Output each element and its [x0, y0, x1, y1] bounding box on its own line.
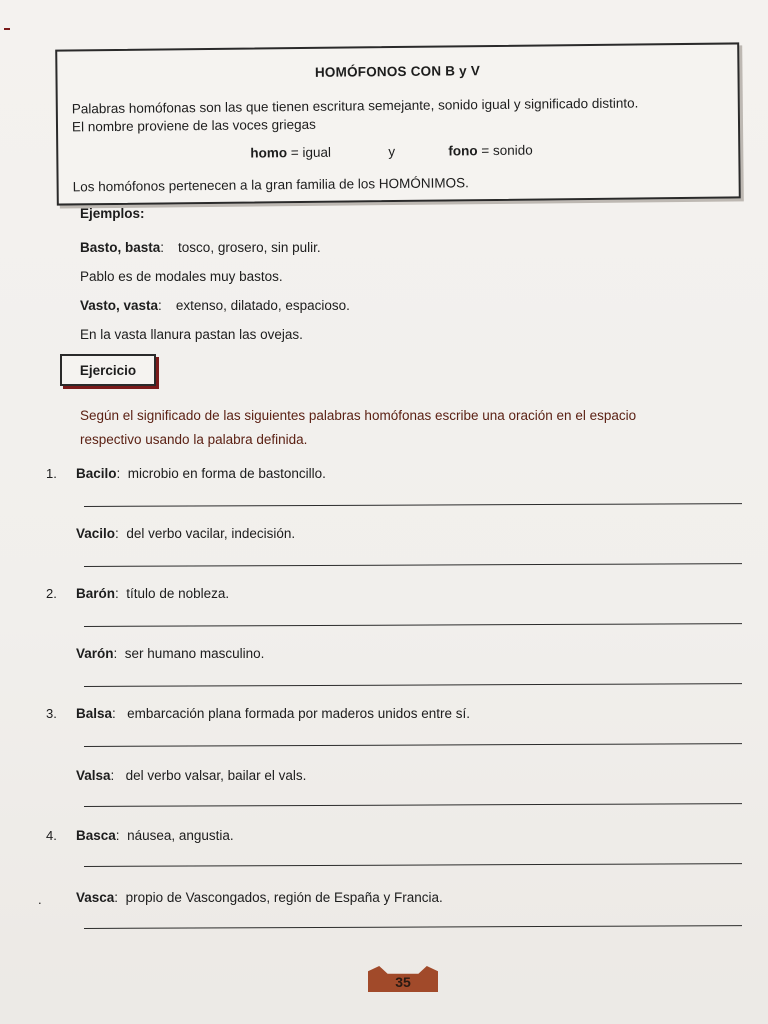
answer-line[interactable]	[84, 563, 742, 567]
item-definition	[76, 768, 306, 783]
item-number: 3.	[46, 706, 57, 721]
origin-text: El nombre proviene de las voces griegas	[71, 116, 316, 135]
exercise-instruction-line-1: Según el significado de las siguientes palabras homófonas escribe una oración en el espacio	[80, 408, 637, 423]
item-meaning: propio de Vascongados, región de España y Francia.	[125, 890, 443, 905]
item-separator: :	[110, 768, 115, 783]
item-term: Vacilo	[76, 526, 116, 541]
item-number: 4.	[46, 828, 57, 843]
item-meaning: ser humano masculino.	[124, 646, 265, 661]
item-definition	[76, 828, 234, 843]
example-definition	[80, 240, 321, 255]
item-definition	[76, 586, 229, 601]
item-separator: :	[115, 586, 119, 601]
item-number: 1.	[46, 466, 57, 481]
example-definition	[80, 298, 350, 313]
item-definition	[76, 706, 470, 721]
item-meaning: náusea, angustia.	[127, 828, 234, 843]
item-term: Balsa	[76, 706, 113, 721]
example-term: Vasto, vasta	[80, 298, 159, 313]
item-meaning: título de nobleza.	[126, 586, 230, 601]
item-term: Basca	[76, 828, 116, 843]
answer-line[interactable]	[84, 863, 742, 867]
corner-mark	[4, 28, 10, 30]
exercise-item	[0, 526, 768, 546]
exercise-instruction-line-2: respectivo usando la palabra definida.	[80, 432, 308, 447]
item-meaning: del verbo valsar, bailar el vals.	[125, 768, 307, 783]
item-definition	[76, 890, 443, 905]
item-separator: :	[116, 466, 121, 481]
formula-homo	[250, 145, 331, 161]
exercise-item	[0, 586, 768, 606]
answer-line[interactable]	[84, 743, 742, 747]
item-definition	[76, 646, 264, 661]
item-number: 2.	[46, 586, 57, 601]
exercise-tab-label: Ejercicio	[79, 362, 137, 378]
page-number: 35	[395, 974, 411, 990]
stray-dot: .	[38, 892, 42, 907]
item-separator: :	[114, 890, 119, 905]
example-meaning: extenso, dilatado, espacioso.	[175, 298, 350, 313]
item-term: Varón	[76, 646, 114, 661]
exercise-item	[0, 646, 768, 666]
item-term: Barón	[76, 586, 116, 601]
exercise-item	[0, 890, 768, 910]
item-term: Vasca	[76, 890, 115, 905]
example-sentence: En la vasta llanura pastan las ovejas.	[80, 327, 303, 342]
item-meaning: microbio en forma de bastoncillo.	[127, 466, 326, 481]
answer-line[interactable]	[84, 503, 742, 507]
formula-word-fono: fono	[448, 143, 478, 159]
definition-text: Palabras homófonas son las que tienen escritura semejante, sonido igual y significado distinto.	[71, 95, 639, 117]
exercise-tab	[60, 354, 156, 386]
item-separator: :	[115, 526, 119, 541]
item-meaning: embarcación plana formada por maderos unidos entre sí.	[127, 706, 471, 721]
answer-line[interactable]	[84, 623, 742, 627]
definition-box	[55, 42, 741, 205]
formula-meaning-fono: = sonido	[477, 142, 533, 159]
item-separator: :	[112, 706, 116, 721]
examples-heading: Ejemplos:	[80, 206, 145, 221]
example-term: Basto, basta	[80, 240, 161, 255]
formula-meaning-homo: = igual	[286, 144, 332, 161]
example-meaning: tosco, grosero, sin pulir.	[178, 240, 321, 255]
exercise-item	[0, 706, 768, 726]
box-title: HOMÓFONOS CON B y V	[314, 63, 481, 80]
formula-word-homo: homo	[250, 145, 288, 161]
answer-line[interactable]	[84, 803, 742, 807]
item-separator: :	[115, 828, 120, 843]
formula-connector: y	[388, 144, 396, 160]
answer-line[interactable]	[84, 683, 742, 687]
example-separator: :	[158, 298, 162, 313]
bottom-band	[0, 992, 768, 1024]
formula-fono	[448, 143, 533, 159]
family-text: Los homófonos pertenecen a la gran familia de los HOMÓNIMOS.	[72, 175, 469, 195]
example-separator: :	[160, 240, 165, 255]
item-definition	[76, 526, 295, 541]
exercise-item	[0, 466, 768, 486]
example-sentence: Pablo es de modales muy bastos.	[80, 269, 283, 284]
item-term: Valsa	[76, 768, 111, 783]
exercise-item	[0, 828, 768, 848]
answer-line[interactable]	[84, 925, 742, 929]
item-term: Bacilo	[76, 466, 117, 481]
exercise-item	[0, 768, 768, 788]
item-definition	[76, 466, 326, 481]
item-meaning: del verbo vacilar, indecisión.	[126, 526, 296, 541]
item-separator: :	[113, 646, 118, 661]
